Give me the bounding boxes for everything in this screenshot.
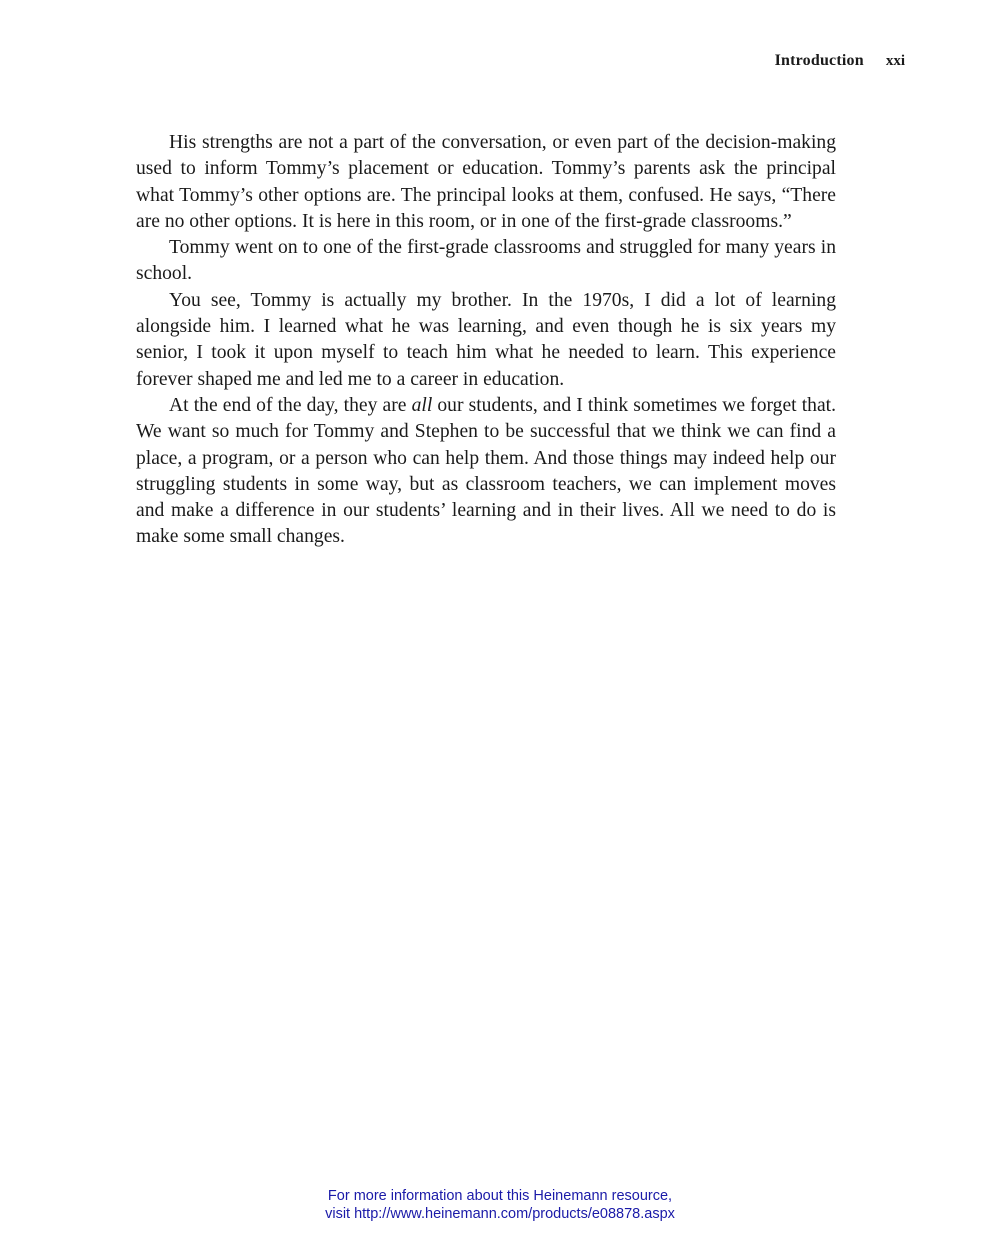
paragraph-4 — [136, 393, 836, 551]
paragraph-3: You see, Tommy is actually my brother. In the 1970s, I did a lot of learning alongside him. I learned what he was learning, and even though he is six years my senior, I took it upon myself to teach him what he needed to learn. This experience forever shaped me and led me to a career in education. — [136, 289, 836, 390]
footer-line-1: For more information about this Heinemann resource, — [327, 1188, 673, 1204]
paragraph-4-start: At the end of the day, they are — [169, 394, 412, 416]
page-number: xxi — [885, 53, 905, 69]
footer-note — [0, 1187, 1000, 1223]
paragraph-1: His strengths are not a part of the conversation, or even part of the decision-making used to inform Tommy’s placement or education. Tommy’s parents ask the principal what Tommy’s other options are. The principal looks at them, confused. He says, “There are no other options. It is here in this room, or in one of the first-grade classrooms.” — [136, 132, 836, 232]
paragraph-4-italic-word: all — [411, 394, 433, 416]
body-text — [136, 130, 836, 551]
paragraph-2: Tommy went on to one of the first-grade classrooms and struggled for many years in school. — [136, 237, 836, 285]
footer-link[interactable]: visit http://www.heinemann.com/products/e08878.aspx — [325, 1206, 675, 1222]
running-head — [775, 52, 905, 70]
paragraph-4-end: our students, and I think sometimes we forget that. We want so much for Tommy and Stephen to be successful that we think we can find a place, a program, or a person who can help them. And those things may indeed help our struggling students in some way, but as classroom teachers, we can implement moves and make a difference in our students’ learning and in their lives. All we need to do is make some small changes. — [136, 394, 836, 548]
running-head-section-title: Introduction — [774, 52, 864, 69]
